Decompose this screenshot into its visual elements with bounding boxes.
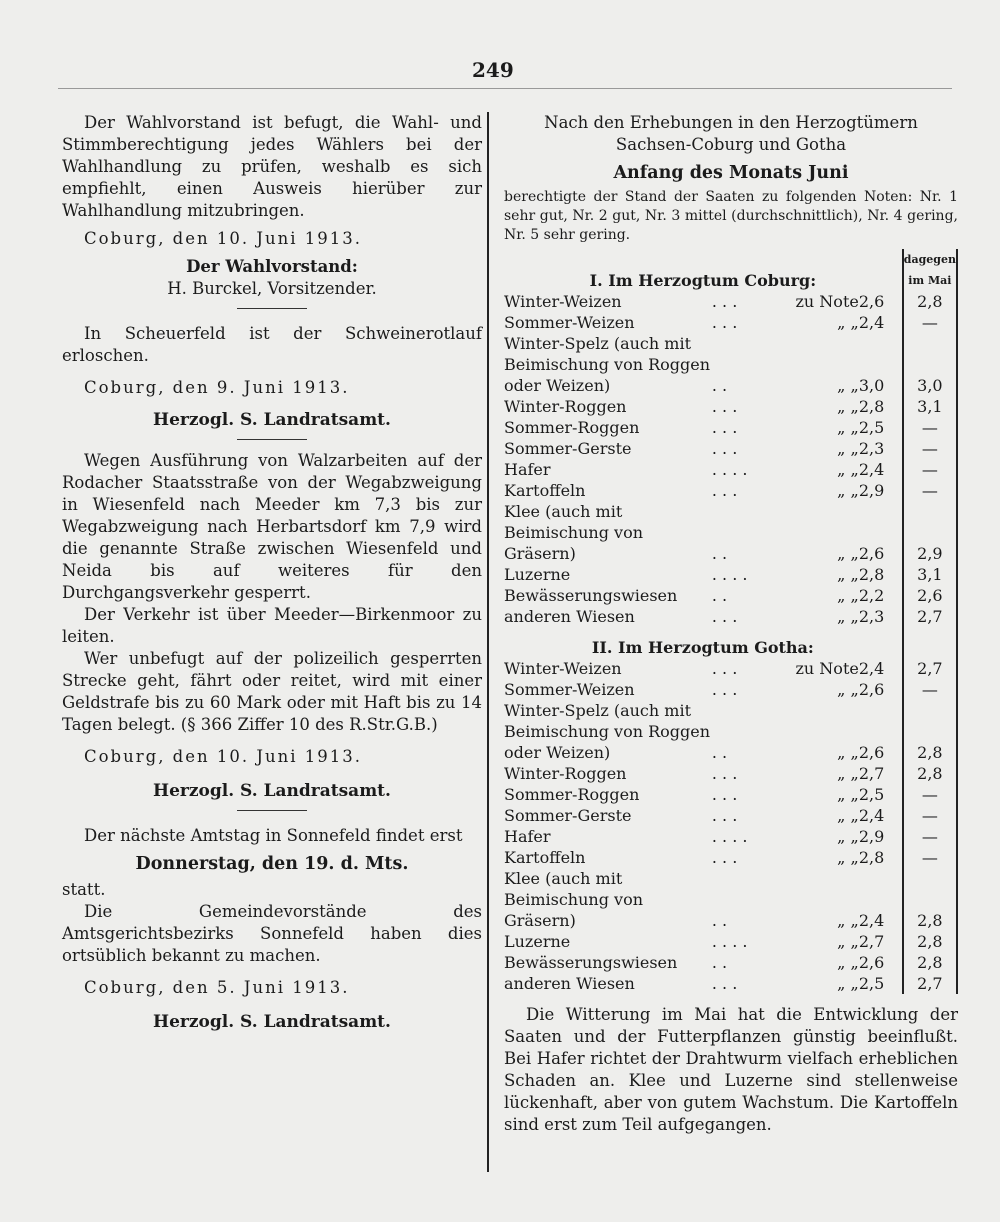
june-grade: 2,3 xyxy=(858,439,885,458)
may-grade: — xyxy=(903,459,957,480)
may-grade: 2,8 xyxy=(903,868,957,931)
leader-dots: . . . xyxy=(711,313,738,332)
notice-amtstag-statt: statt. xyxy=(62,880,106,899)
crop-row xyxy=(504,826,957,847)
crop-row xyxy=(504,564,957,585)
note-marker: „ „ xyxy=(837,607,859,626)
crop-row xyxy=(504,784,957,805)
note-marker: „ „ xyxy=(837,764,859,783)
notice-schweinerotlauf-text: In Scheuerfeld ist der Schweinerotlauf erloschen. xyxy=(62,324,482,365)
leader-dots: . . . xyxy=(711,607,738,626)
separator xyxy=(237,439,307,440)
note-marker: „ „ xyxy=(837,848,859,867)
may-grade: — xyxy=(903,805,957,826)
crop-name: Winter-Weizen xyxy=(504,292,622,311)
crop-row xyxy=(504,931,957,952)
signature-landratsamt-1: Herzogl. S. Landratsamt. xyxy=(153,410,391,430)
note-marker: „ „ xyxy=(837,680,859,699)
may-grade: 3,0 xyxy=(903,333,957,396)
leader-dots: . . xyxy=(711,376,728,395)
crop-row xyxy=(504,459,957,480)
note-marker: „ „ xyxy=(837,743,859,762)
note-marker: „ „ xyxy=(837,376,859,395)
mai-column-header: dagegen im Mai xyxy=(903,249,957,291)
crop-name: Sommer-Weizen xyxy=(504,313,635,332)
crop-row xyxy=(504,501,957,564)
right-column xyxy=(504,112,958,1136)
june-grade: 2,6 xyxy=(858,953,885,972)
leader-dots: . . xyxy=(711,544,728,563)
june-grade: 2,6 xyxy=(858,292,885,311)
crop-name: Luzerne xyxy=(504,565,571,584)
coburg-table xyxy=(504,249,958,994)
may-grade: 2,7 xyxy=(903,606,957,627)
leader-dots: . . . xyxy=(711,806,738,825)
note-marker: „ „ xyxy=(837,953,859,972)
leader-dots: . . . xyxy=(711,481,738,500)
crop-name: Bewässerungswiesen xyxy=(504,953,678,972)
crop-row xyxy=(504,952,957,973)
signature-wahlvorstand-name: H. Burckel, Vorsitzender. xyxy=(167,279,377,298)
june-grade: 2,6 xyxy=(858,544,885,563)
separator xyxy=(237,810,307,811)
notice-walzarbeiten-text: Wegen Ausführung von Walzarbeiten auf der Rodacher Staatsstraße von der Wegabzweigung in Wiesenfeld nach Meeder km 7,3 bis zur Wegabzweigung nach Herbartsdorf km 7,9 wird die genannte Straße zwischen Wiesenfeld und Neida bis auf weiteres für den Durchgangsverkehr gesperrt. xyxy=(62,451,482,602)
june-grade: 2,7 xyxy=(858,932,885,951)
crop-row xyxy=(504,312,957,333)
notice-date-1: Coburg, den 10. Juni 1913. xyxy=(84,229,362,248)
notice-strafe-text: Wer unbefugt auf der polizeilich gesperrten Strecke geht, fährt oder reitet, wird mit einer Geldstrafe bis zu 60 Mark oder mit Haft bis zu 14 Tagen belegt. (§ 366 Ziffer 10 des R.Str.G.B.) xyxy=(62,649,482,734)
may-grade: 2,7 xyxy=(903,973,957,994)
leader-dots: . . xyxy=(711,586,728,605)
may-grade: 2,8 xyxy=(903,291,957,312)
june-grade: 2,2 xyxy=(858,586,885,605)
may-grade: 2,8 xyxy=(903,700,957,763)
crop-name: anderen Wiesen xyxy=(504,974,635,993)
leader-dots: . . . xyxy=(711,659,738,678)
leader-dots: . . . xyxy=(711,439,738,458)
june-grade: 2,6 xyxy=(858,680,885,699)
left-column xyxy=(62,112,482,1033)
may-grade: — xyxy=(903,826,957,847)
note-marker: „ „ xyxy=(837,565,859,584)
column-divider xyxy=(487,112,489,1172)
report-weather-text: Die Witterung im Mai hat die Entwicklung der Saaten und der Futterpflanzen günstig beeinflußt. Bei Hafer richtet der Drahtwurm vielfach erheblichen Schaden an. Klee und Luzerne sind stellenweise lückenhaft, aber von gutem Wachstum. Die Kartoffeln sind erst zum Teil aufgegangen. xyxy=(504,1005,958,1134)
signature-wahlvorstand: Der Wahlvorstand: xyxy=(186,257,358,276)
report-intro: Nach den Erhebungen in den Herzogtümern Sachsen-Coburg und Gotha xyxy=(544,113,918,154)
note-marker: zu Note xyxy=(795,659,859,678)
crop-row xyxy=(504,700,957,763)
leader-dots: . . . xyxy=(711,292,738,311)
may-grade: — xyxy=(903,784,957,805)
crop-name: Winter-Roggen xyxy=(504,397,627,416)
note-marker: „ „ xyxy=(837,418,859,437)
leader-dots: . . . xyxy=(711,785,738,804)
may-grade: 2,6 xyxy=(903,585,957,606)
crop-row xyxy=(504,291,957,312)
note-marker: „ „ xyxy=(837,974,859,993)
may-grade: 2,8 xyxy=(903,931,957,952)
june-grade: 2,9 xyxy=(858,827,885,846)
note-marker: „ „ xyxy=(837,439,859,458)
crop-row xyxy=(504,847,957,868)
may-grade: 2,8 xyxy=(903,952,957,973)
note-marker: „ „ xyxy=(837,785,859,804)
june-grade: 2,6 xyxy=(858,743,885,762)
crop-name: Kartoffeln xyxy=(504,848,586,867)
coburg-rows xyxy=(504,291,957,627)
leader-dots: . . . xyxy=(711,764,738,783)
crop-row xyxy=(504,658,957,679)
crop-row xyxy=(504,606,957,627)
leader-dots: . . . xyxy=(711,848,738,867)
note-marker: „ „ xyxy=(837,911,859,930)
separator xyxy=(237,308,307,309)
notice-verkehr-text: Der Verkehr ist über Meeder—Birkenmoor zu leiten. xyxy=(62,605,482,646)
crop-row xyxy=(504,396,957,417)
note-marker: „ „ xyxy=(837,397,859,416)
leader-dots: . . xyxy=(711,911,728,930)
crop-row xyxy=(504,417,957,438)
may-grade: — xyxy=(903,312,957,333)
crop-row xyxy=(504,679,957,700)
june-grade: 2,4 xyxy=(858,313,885,332)
notice-wahlvorstand-text: Der Wahlvorstand ist befugt, die Wahl- und Stimmberechtigung jedes Wählers bei der Wahlhandlung zu prüfen, weshalb es sich empfiehlt, einen Ausweis hierüber zur Wahlhandlung mitzubringen. xyxy=(62,113,482,220)
may-grade: 3,1 xyxy=(903,396,957,417)
report-grading-scale: berechtigte der Stand der Saaten zu folgenden Noten: Nr. 1 sehr gut, Nr. 2 gut, Nr. 3 mittel (durchschnittlich), Nr. 4 gering, Nr. 5 sehr gering. xyxy=(504,189,958,243)
june-grade: 2,8 xyxy=(858,848,885,867)
june-grade: 2,5 xyxy=(858,785,885,804)
note-marker: „ „ xyxy=(837,313,859,332)
may-grade: — xyxy=(903,438,957,459)
june-grade: 2,4 xyxy=(858,911,885,930)
crop-name: anderen Wiesen xyxy=(504,607,635,626)
june-grade: 2,9 xyxy=(858,481,885,500)
may-grade: — xyxy=(903,679,957,700)
leader-dots: . . . . xyxy=(711,565,748,584)
june-grade: 2,5 xyxy=(858,974,885,993)
crop-name: Winter-Roggen xyxy=(504,764,627,783)
crop-name: Klee (auch mit Beimischung von Gräsern) xyxy=(504,502,644,563)
note-marker: „ „ xyxy=(837,827,859,846)
gotha-rows xyxy=(504,658,957,994)
may-grade: — xyxy=(903,417,957,438)
note-marker: „ „ xyxy=(837,544,859,563)
june-grade: 2,4 xyxy=(858,806,885,825)
june-grade: 2,8 xyxy=(858,397,885,416)
may-grade: 3,1 xyxy=(903,564,957,585)
crop-name: Winter-Spelz (auch mit Beimischung von Roggen oder Weizen) xyxy=(504,701,711,762)
june-grade: 2,5 xyxy=(858,418,885,437)
notice-gemeindevorstaende-text: Die Gemeindevorstände des Amtsgerichtsbezirks Sonnefeld haben dies ortsüblich bekannt zu machen. xyxy=(62,902,482,965)
leader-dots: . . . xyxy=(711,680,738,699)
leader-dots: . . . . xyxy=(711,932,748,951)
note-marker: „ „ xyxy=(837,460,859,479)
crop-row xyxy=(504,973,957,994)
crop-name: Klee (auch mit Beimischung von Gräsern) xyxy=(504,869,644,930)
june-grade: 2,4 xyxy=(858,460,885,479)
page-number: 249 xyxy=(472,58,514,82)
crop-name: Sommer-Gerste xyxy=(504,806,632,825)
crop-name: Bewässerungswiesen xyxy=(504,586,678,605)
signature-landratsamt-3: Herzogl. S. Landratsamt. xyxy=(153,1012,391,1032)
note-marker: „ „ xyxy=(837,481,859,500)
note-marker: „ „ xyxy=(837,586,859,605)
crop-row xyxy=(504,805,957,826)
leader-dots: . . . xyxy=(711,418,738,437)
leader-dots: . . . . xyxy=(711,460,748,479)
crop-name: Winter-Weizen xyxy=(504,659,622,678)
crop-row xyxy=(504,868,957,931)
crop-name: Winter-Spelz (auch mit Beimischung von Roggen oder Weizen) xyxy=(504,334,711,395)
crop-row xyxy=(504,763,957,784)
signature-landratsamt-2: Herzogl. S. Landratsamt. xyxy=(153,781,391,801)
note-marker: „ „ xyxy=(837,932,859,951)
may-grade: 2,8 xyxy=(903,763,957,784)
may-grade: 2,9 xyxy=(903,501,957,564)
may-grade: — xyxy=(903,480,957,501)
june-grade: 3,0 xyxy=(858,376,885,395)
notice-amtstag-date: Donnerstag, den 19. d. Mts. xyxy=(135,854,409,874)
june-grade: 2,4 xyxy=(858,659,885,678)
june-grade: 2,8 xyxy=(858,565,885,584)
note-marker: „ „ xyxy=(837,806,859,825)
note-marker: zu Note xyxy=(795,292,859,311)
crop-name: Sommer-Weizen xyxy=(504,680,635,699)
crop-name: Sommer-Roggen xyxy=(504,785,640,804)
gotha-heading: II. Im Herzogtum Gotha: xyxy=(591,638,814,657)
leader-dots: . . . xyxy=(711,397,738,416)
leader-dots: . . . . xyxy=(711,827,748,846)
crop-row xyxy=(504,438,957,459)
crop-row xyxy=(504,585,957,606)
report-period: Anfang des Monats Juni xyxy=(613,163,849,183)
leader-dots: . . xyxy=(711,953,728,972)
notice-date-2: Coburg, den 9. Juni 1913. xyxy=(84,378,350,397)
crop-name: Sommer-Gerste xyxy=(504,439,632,458)
crop-name: Luzerne xyxy=(504,932,571,951)
june-grade: 2,3 xyxy=(858,607,885,626)
top-rule xyxy=(58,88,952,89)
crop-name: Sommer-Roggen xyxy=(504,418,640,437)
crop-row xyxy=(504,333,957,396)
crop-row xyxy=(504,480,957,501)
may-grade: 2,7 xyxy=(903,658,957,679)
notice-date-3: Coburg, den 10. Juni 1913. xyxy=(84,747,362,766)
leader-dots: . . . xyxy=(711,974,738,993)
crop-name: Kartoffeln xyxy=(504,481,586,500)
leader-dots: . . xyxy=(711,743,728,762)
notice-date-4: Coburg, den 5. Juni 1913. xyxy=(84,978,350,997)
may-grade: — xyxy=(903,847,957,868)
notice-amtstag-text: Der nächste Amtstag in Sonnefeld findet erst xyxy=(84,826,463,845)
crop-name: Hafer xyxy=(504,460,551,479)
coburg-heading: I. Im Herzogtum Coburg: xyxy=(589,271,817,290)
june-grade: 2,7 xyxy=(858,764,885,783)
crop-name: Hafer xyxy=(504,827,551,846)
